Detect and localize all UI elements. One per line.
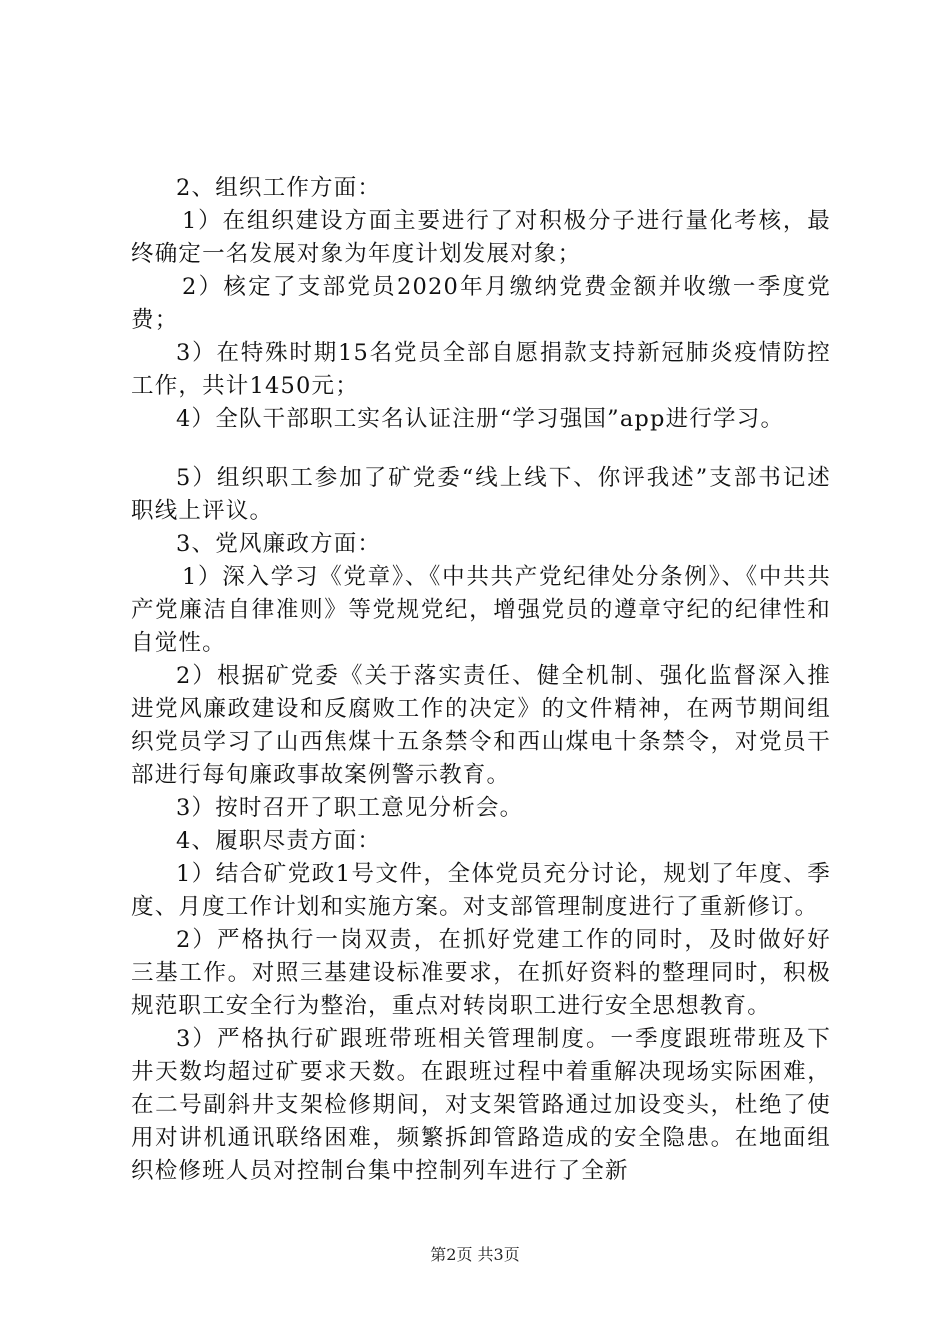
paragraph-org-item-2: 2）核定了支部党员2020年月缴纳党费金额并收缴一季度党费； bbox=[131, 274, 831, 333]
paragraph-org-item-1: 1）在组织建设方面主要进行了对积极分子进行量化考核，最终确定一名发展对象为年度计划发展对象； bbox=[131, 208, 831, 267]
document-body bbox=[131, 172, 831, 1188]
paragraph-conduct-item-1: 1）深入学习《党章》、《中共共产党纪律处分条例》、《中共共产党廉洁自律准则》等党规党纪，增强党员的遵章守纪的纪律性和自觉性。 bbox=[131, 564, 831, 656]
paragraph-org-item-3: 3）在特殊时期15名党员全部自愿捐款支持新冠肺炎疫情防控工作，共计1450元； bbox=[131, 340, 831, 399]
paragraph-conduct-item-3: 3）按时召开了职工意见分析会。 bbox=[176, 795, 524, 821]
heading-duty-performance: 4、履职尽责方面： bbox=[176, 828, 382, 854]
paragraph-spacer bbox=[131, 436, 831, 462]
page-footer bbox=[0, 1245, 950, 1265]
heading-organization-work: 2、组织工作方面： bbox=[176, 175, 382, 201]
paragraph-duty-item-1: 1）结合矿党政1号文件，全体党员充分讨论，规划了年度、季度、月度工作计划和实施方案。对支部管理制度进行了重新修订。 bbox=[131, 861, 831, 920]
paragraph-org-item-5: 5）组织职工参加了矿党委“线上线下、你评我述”支部书记述职线上评议。 bbox=[131, 465, 831, 524]
paragraph-duty-item-3: 3）严格执行矿跟班带班相关管理制度。一季度跟班带班及下井天数均超过矿要求天数。在跟班过程中着重解决现场实际困难，在二号副斜井支架检修期间，对支架管路通过加设变头，杜绝了使用对讲机通讯联络困难，频繁拆卸管路造成的安全隐患。在地面组织检修班人员对控制台集中控制列车进行了全新 bbox=[131, 1026, 831, 1184]
heading-party-conduct: 3、党风廉政方面： bbox=[176, 531, 382, 557]
paragraph-duty-item-2: 2）严格执行一岗双责，在抓好党建工作的同时，及时做好好三基工作。对照三基建设标准要求，在抓好资料的整理同时，积极规范职工安全行为整治，重点对转岗职工进行安全思想教育。 bbox=[131, 927, 831, 1019]
paragraph-org-item-4: 4）全队干部职工实名认证注册“学习强国”app进行学习。 bbox=[176, 406, 785, 432]
page-number-label: 第2页 共3页 bbox=[430, 1245, 520, 1264]
paragraph-conduct-item-2: 2）根据矿党委《关于落实责任、健全机制、强化监督深入推进党风廉政建设和反腐败工作的决定》的文件精神，在两节期间组织党员学习了山西焦煤十五条禁令和西山煤电十条禁令，对党员干部进行每旬廉政事故案例警示教育。 bbox=[131, 663, 831, 788]
